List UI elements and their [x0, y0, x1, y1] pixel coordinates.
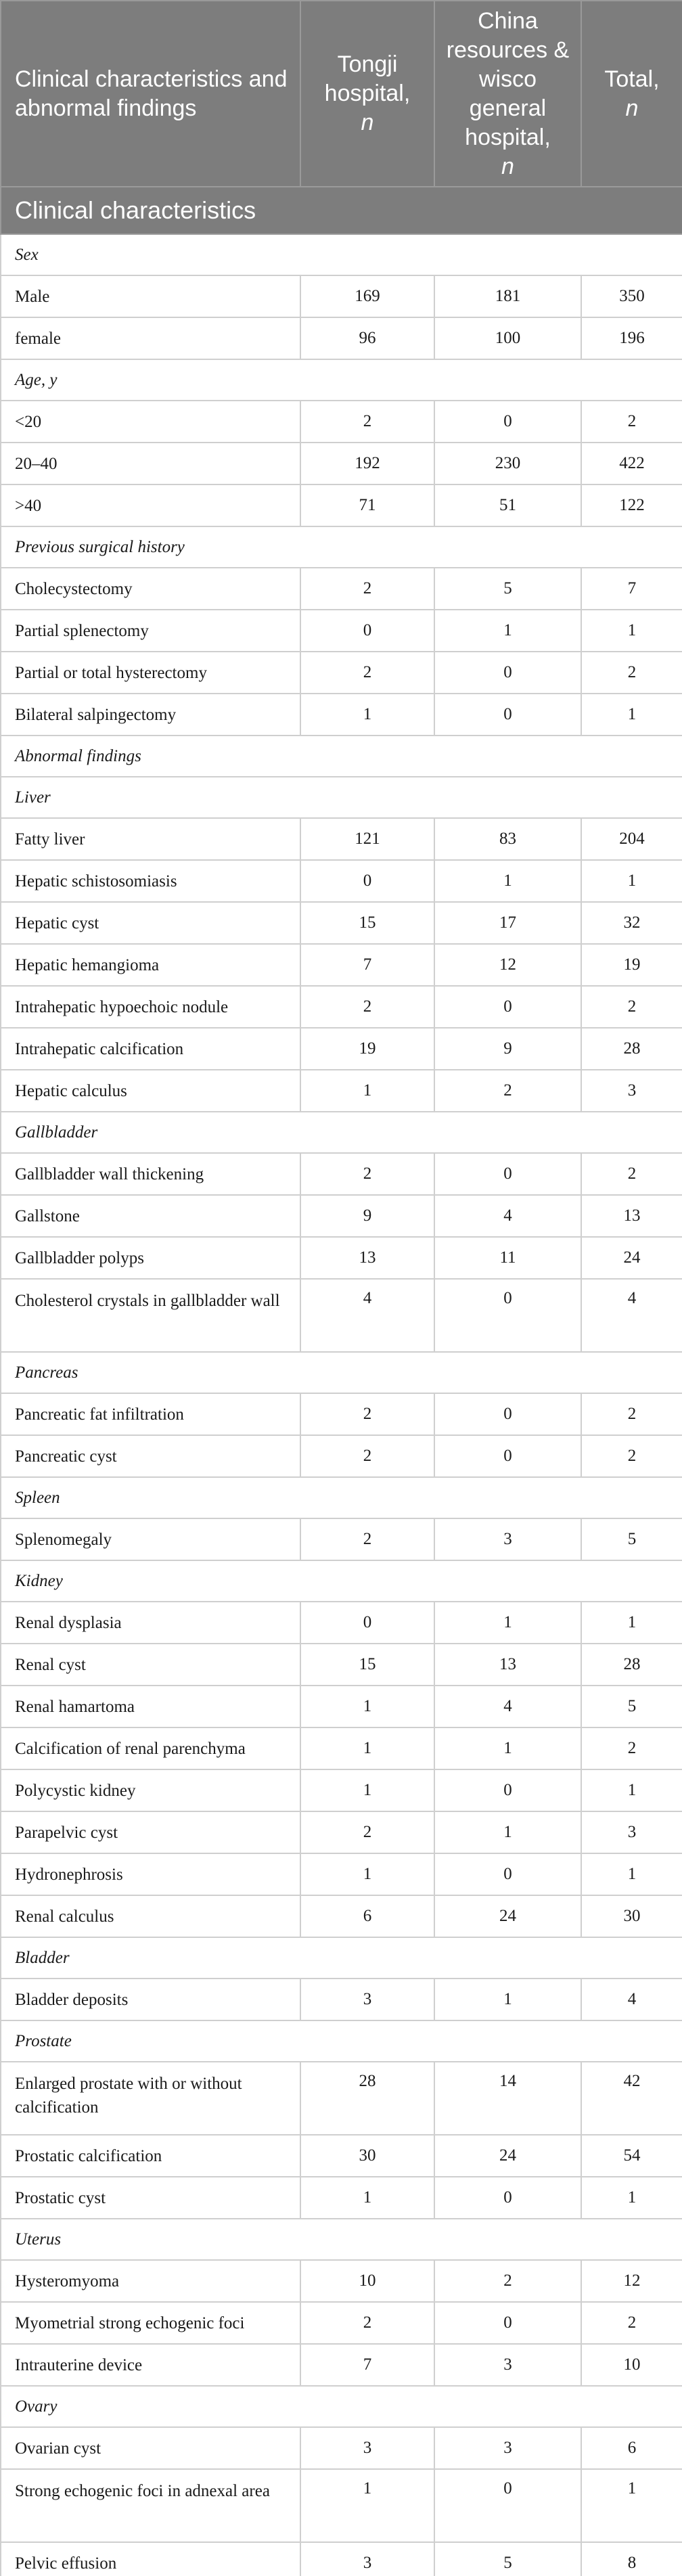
china-value: 1	[434, 1602, 581, 1644]
total-value: 5	[581, 1686, 682, 1727]
table-row	[1, 2260, 682, 2302]
header-characteristics: Clinical characteristics and abnormal findings	[1, 1, 300, 187]
group-title: Gallbladder	[1, 1112, 682, 1153]
tongji-value: 0	[300, 860, 434, 902]
total-value: 1	[581, 694, 682, 736]
total-value: 350	[581, 275, 682, 317]
total-value: 28	[581, 1644, 682, 1686]
row-label: Cholecystectomy	[1, 568, 300, 610]
tongji-value: 2	[300, 1811, 434, 1853]
table-row	[1, 1393, 682, 1435]
tongji-value: 6	[300, 1895, 434, 1937]
table-row	[1, 1279, 682, 1352]
total-value: 2	[581, 652, 682, 694]
total-value: 13	[581, 1195, 682, 1237]
tongji-value: 2	[300, 1153, 434, 1195]
tongji-value: 121	[300, 818, 434, 860]
tongji-value: 169	[300, 275, 434, 317]
tongji-value: 7	[300, 2344, 434, 2386]
total-value: 10	[581, 2344, 682, 2386]
table-row	[1, 1727, 682, 1769]
tongji-value: 1	[300, 1769, 434, 1811]
tongji-value: 71	[300, 484, 434, 526]
group-title: Spleen	[1, 1477, 682, 1518]
group-title: Previous surgical history	[1, 526, 682, 568]
china-value: 0	[434, 401, 581, 443]
table-body	[1, 187, 682, 2576]
table-row	[1, 652, 682, 694]
header-tongji	[300, 1, 434, 187]
total-value: 5	[581, 1518, 682, 1560]
group-row	[1, 1477, 682, 1518]
china-value: 0	[434, 1393, 581, 1435]
group-row	[1, 359, 682, 401]
row-label: Parapelvic cyst	[1, 1811, 300, 1853]
total-value: 28	[581, 1028, 682, 1070]
china-value: 2	[434, 1070, 581, 1112]
header-china-label: China resources & wisco general hospital,	[446, 7, 570, 150]
row-label: Ovarian cyst	[1, 2427, 300, 2469]
china-value: 1	[434, 1811, 581, 1853]
row-label: Renal hamartoma	[1, 1686, 300, 1727]
tongji-value: 28	[300, 2062, 434, 2135]
header-tongji-n: n	[361, 110, 374, 135]
table-row	[1, 2469, 682, 2542]
table-row	[1, 1195, 682, 1237]
china-value: 1	[434, 1727, 581, 1769]
table-row	[1, 2427, 682, 2469]
tongji-value: 2	[300, 652, 434, 694]
table-row	[1, 1644, 682, 1686]
total-value: 1	[581, 2469, 682, 2542]
row-label: Renal dysplasia	[1, 1602, 300, 1644]
china-value: 0	[434, 1279, 581, 1352]
table-row	[1, 1686, 682, 1727]
row-label: Gallbladder wall thickening	[1, 1153, 300, 1195]
group-title: Pancreas	[1, 1352, 682, 1393]
section-title: Clinical characteristics	[1, 187, 682, 234]
china-value: 1	[434, 1979, 581, 2020]
china-value: 3	[434, 2427, 581, 2469]
row-label: Partial or total hysterectomy	[1, 652, 300, 694]
table-row	[1, 1518, 682, 1560]
row-label: <20	[1, 401, 300, 443]
group-row	[1, 736, 682, 777]
tongji-value: 4	[300, 1279, 434, 1352]
china-value: 0	[434, 2302, 581, 2344]
total-value: 12	[581, 2260, 682, 2302]
tongji-value: 13	[300, 1237, 434, 1279]
group-title: Ovary	[1, 2386, 682, 2427]
row-label: Pancreatic cyst	[1, 1435, 300, 1477]
group-row	[1, 1352, 682, 1393]
total-value: 54	[581, 2135, 682, 2177]
row-label: female	[1, 317, 300, 359]
total-value: 4	[581, 1279, 682, 1352]
table-row	[1, 1153, 682, 1195]
tongji-value: 10	[300, 2260, 434, 2302]
header-tongji-label: Tongji hospital,	[324, 51, 411, 106]
tongji-value: 1	[300, 1686, 434, 1727]
row-label: Bilateral salpingectomy	[1, 694, 300, 736]
china-value: 0	[434, 1853, 581, 1895]
tongji-value: 3	[300, 2542, 434, 2576]
row-label: Bladder deposits	[1, 1979, 300, 2020]
total-value: 2	[581, 1435, 682, 1477]
table-row	[1, 1237, 682, 1279]
header-china-resources	[434, 1, 581, 187]
group-title: Uterus	[1, 2219, 682, 2260]
row-label: Male	[1, 275, 300, 317]
tongji-value: 192	[300, 443, 434, 484]
total-value: 3	[581, 1811, 682, 1853]
table-row	[1, 610, 682, 652]
tongji-value: 1	[300, 1727, 434, 1769]
total-value: 1	[581, 1602, 682, 1644]
china-value: 4	[434, 1195, 581, 1237]
row-label: Myometrial strong echogenic foci	[1, 2302, 300, 2344]
china-value: 5	[434, 2542, 581, 2576]
total-value: 1	[581, 610, 682, 652]
group-title: Sex	[1, 234, 682, 275]
tongji-value: 0	[300, 610, 434, 652]
table-row	[1, 401, 682, 443]
row-label: Pelvic effusion	[1, 2542, 300, 2576]
table-row	[1, 694, 682, 736]
header-row	[1, 1, 682, 187]
china-value: 3	[434, 2344, 581, 2386]
tongji-value: 2	[300, 401, 434, 443]
total-value: 1	[581, 1853, 682, 1895]
tongji-value: 96	[300, 317, 434, 359]
china-value: 12	[434, 944, 581, 986]
total-value: 7	[581, 568, 682, 610]
row-label: Polycystic kidney	[1, 1769, 300, 1811]
china-value: 24	[434, 1895, 581, 1937]
total-value: 2	[581, 1727, 682, 1769]
table-row	[1, 1769, 682, 1811]
tongji-value: 0	[300, 1602, 434, 1644]
total-value: 4	[581, 1979, 682, 2020]
table-row	[1, 2135, 682, 2177]
row-label: Cholesterol crystals in gallbladder wall	[1, 1279, 300, 1352]
group-row	[1, 2020, 682, 2062]
row-label: Pancreatic fat infiltration	[1, 1393, 300, 1435]
row-label: Gallbladder polyps	[1, 1237, 300, 1279]
table-row	[1, 443, 682, 484]
china-value: 51	[434, 484, 581, 526]
table-row	[1, 818, 682, 860]
table-row	[1, 1853, 682, 1895]
tongji-value: 1	[300, 2177, 434, 2219]
table-row	[1, 1811, 682, 1853]
table-row	[1, 2302, 682, 2344]
row-label: Intrahepatic hypoechoic nodule	[1, 986, 300, 1028]
tongji-value: 30	[300, 2135, 434, 2177]
row-label: Renal calculus	[1, 1895, 300, 1937]
china-value: 0	[434, 694, 581, 736]
tongji-value: 15	[300, 1644, 434, 1686]
china-value: 2	[434, 2260, 581, 2302]
tongji-value: 2	[300, 1518, 434, 1560]
group-row	[1, 1560, 682, 1602]
row-label: Fatty liver	[1, 818, 300, 860]
section-row	[1, 187, 682, 234]
tongji-value: 3	[300, 2427, 434, 2469]
total-value: 2	[581, 401, 682, 443]
china-value: 1	[434, 860, 581, 902]
tongji-value: 15	[300, 902, 434, 944]
total-value: 6	[581, 2427, 682, 2469]
row-label: Hepatic cyst	[1, 902, 300, 944]
row-label: Renal cyst	[1, 1644, 300, 1686]
row-label: Prostatic calcification	[1, 2135, 300, 2177]
total-value: 204	[581, 818, 682, 860]
tongji-value: 9	[300, 1195, 434, 1237]
row-label: Splenomegaly	[1, 1518, 300, 1560]
tongji-value: 2	[300, 1393, 434, 1435]
group-row	[1, 2219, 682, 2260]
group-title: Liver	[1, 777, 682, 818]
total-value: 2	[581, 986, 682, 1028]
total-value: 30	[581, 1895, 682, 1937]
table-row	[1, 2177, 682, 2219]
china-value: 17	[434, 902, 581, 944]
china-value: 0	[434, 652, 581, 694]
table-row	[1, 1979, 682, 2020]
table-row	[1, 902, 682, 944]
tongji-value: 1	[300, 694, 434, 736]
total-value: 19	[581, 944, 682, 986]
table-row	[1, 1602, 682, 1644]
china-value: 4	[434, 1686, 581, 1727]
row-label: Hepatic schistosomiasis	[1, 860, 300, 902]
group-title: Bladder	[1, 1937, 682, 1979]
row-label: Partial splenectomy	[1, 610, 300, 652]
total-value: 422	[581, 443, 682, 484]
row-label: Hepatic calculus	[1, 1070, 300, 1112]
table-row	[1, 2542, 682, 2576]
header-total-n: n	[625, 95, 639, 121]
total-value: 1	[581, 860, 682, 902]
tongji-value: 3	[300, 1979, 434, 2020]
table-row	[1, 860, 682, 902]
row-label: Gallstone	[1, 1195, 300, 1237]
total-value: 196	[581, 317, 682, 359]
row-label: Calcification of renal parenchyma	[1, 1727, 300, 1769]
group-row	[1, 1112, 682, 1153]
china-value: 9	[434, 1028, 581, 1070]
tongji-value: 2	[300, 2302, 434, 2344]
total-value: 3	[581, 1070, 682, 1112]
china-value: 0	[434, 1435, 581, 1477]
row-label: Enlarged prostate with or without calcification	[1, 2062, 300, 2135]
row-label: Intrahepatic calcification	[1, 1028, 300, 1070]
tongji-value: 1	[300, 1853, 434, 1895]
china-value: 0	[434, 2469, 581, 2542]
table-row	[1, 944, 682, 986]
tongji-value: 2	[300, 568, 434, 610]
table-row	[1, 317, 682, 359]
total-value: 8	[581, 2542, 682, 2576]
table-row	[1, 1070, 682, 1112]
china-value: 14	[434, 2062, 581, 2135]
group-row	[1, 526, 682, 568]
row-label: >40	[1, 484, 300, 526]
tongji-value: 7	[300, 944, 434, 986]
group-row	[1, 777, 682, 818]
row-label: Hysteromyoma	[1, 2260, 300, 2302]
tongji-value: 19	[300, 1028, 434, 1070]
china-value: 100	[434, 317, 581, 359]
table-row	[1, 1435, 682, 1477]
table-row	[1, 2062, 682, 2135]
total-value: 32	[581, 902, 682, 944]
table-row	[1, 986, 682, 1028]
china-value: 83	[434, 818, 581, 860]
china-value: 1	[434, 610, 581, 652]
row-label: Hydronephrosis	[1, 1853, 300, 1895]
china-value: 11	[434, 1237, 581, 1279]
tongji-value: 2	[300, 1435, 434, 1477]
tongji-value: 1	[300, 1070, 434, 1112]
row-label: 20–40	[1, 443, 300, 484]
total-value: 122	[581, 484, 682, 526]
table-row	[1, 484, 682, 526]
table-row	[1, 275, 682, 317]
total-value: 2	[581, 1153, 682, 1195]
total-value: 1	[581, 2177, 682, 2219]
total-value: 42	[581, 2062, 682, 2135]
table-row	[1, 2344, 682, 2386]
china-value: 181	[434, 275, 581, 317]
tongji-value: 1	[300, 2469, 434, 2542]
header-china-n: n	[501, 153, 514, 179]
china-value: 0	[434, 1769, 581, 1811]
group-title: Age, y	[1, 359, 682, 401]
group-row	[1, 2386, 682, 2427]
group-title: Kidney	[1, 1560, 682, 1602]
china-value: 230	[434, 443, 581, 484]
table-row	[1, 1028, 682, 1070]
row-label: Intrauterine device	[1, 2344, 300, 2386]
total-value: 2	[581, 2302, 682, 2344]
total-value: 2	[581, 1393, 682, 1435]
header-total	[581, 1, 682, 187]
china-value: 0	[434, 1153, 581, 1195]
china-value: 0	[434, 986, 581, 1028]
row-label: Hepatic hemangioma	[1, 944, 300, 986]
row-label: Prostatic cyst	[1, 2177, 300, 2219]
row-label: Strong echogenic foci in adnexal area	[1, 2469, 300, 2542]
header-total-label: Total,	[604, 66, 660, 92]
china-value: 0	[434, 2177, 581, 2219]
tongji-value: 2	[300, 986, 434, 1028]
group-title: Prostate	[1, 2020, 682, 2062]
group-row	[1, 1937, 682, 1979]
table-row	[1, 1895, 682, 1937]
table-row	[1, 568, 682, 610]
china-value: 3	[434, 1518, 581, 1560]
group-title: Abnormal findings	[1, 736, 682, 777]
group-row	[1, 234, 682, 275]
china-value: 24	[434, 2135, 581, 2177]
total-value: 24	[581, 1237, 682, 1279]
china-value: 5	[434, 568, 581, 610]
total-value: 1	[581, 1769, 682, 1811]
china-value: 13	[434, 1644, 581, 1686]
